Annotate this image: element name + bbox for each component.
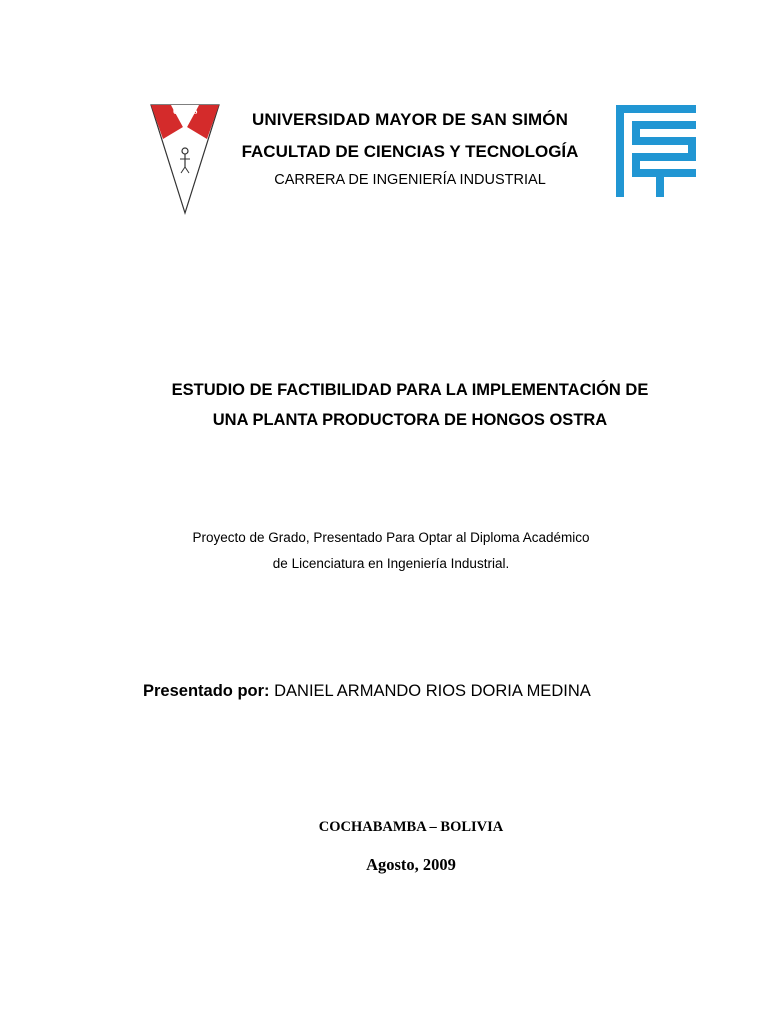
faculty-name: FACULTAD DE CIENCIAS Y TECNOLOGÍA [241,142,579,161]
degree-statement-line-2: de Licenciatura en Ingeniería Industrial. [272,556,510,571]
date: Agosto, 2009 [366,855,456,874]
degree-statement [120,525,662,577]
thesis-title [100,375,720,435]
thesis-title-line-2: UNA PLANTA PRODUCTORA DE HONGOS OSTRA [212,411,608,429]
author-name: DANIEL ARMANDO RIOS DORIA MEDINA [274,682,591,700]
career-name: CARRERA DE INGENIERÍA INDUSTRIAL [274,172,546,188]
thesis-title-line-1: ESTUDIO DE FACTIBILIDAD PARA LA IMPLEMENTACIÓN DE [171,381,649,399]
author-label: Presentado por: [143,682,270,700]
umss-logo-text: UMSS [172,106,198,116]
fcyt-logo-icon [614,103,698,199]
degree-statement-line-1: Proyecto de Grado, Presentado Para Optar al Diploma Académico [192,530,590,545]
author-line [143,682,591,701]
university-name: UNIVERSIDAD MAYOR DE SAN SIMÓN [252,110,568,129]
location: COCHABAMBA – BOLIVIA [318,819,504,835]
